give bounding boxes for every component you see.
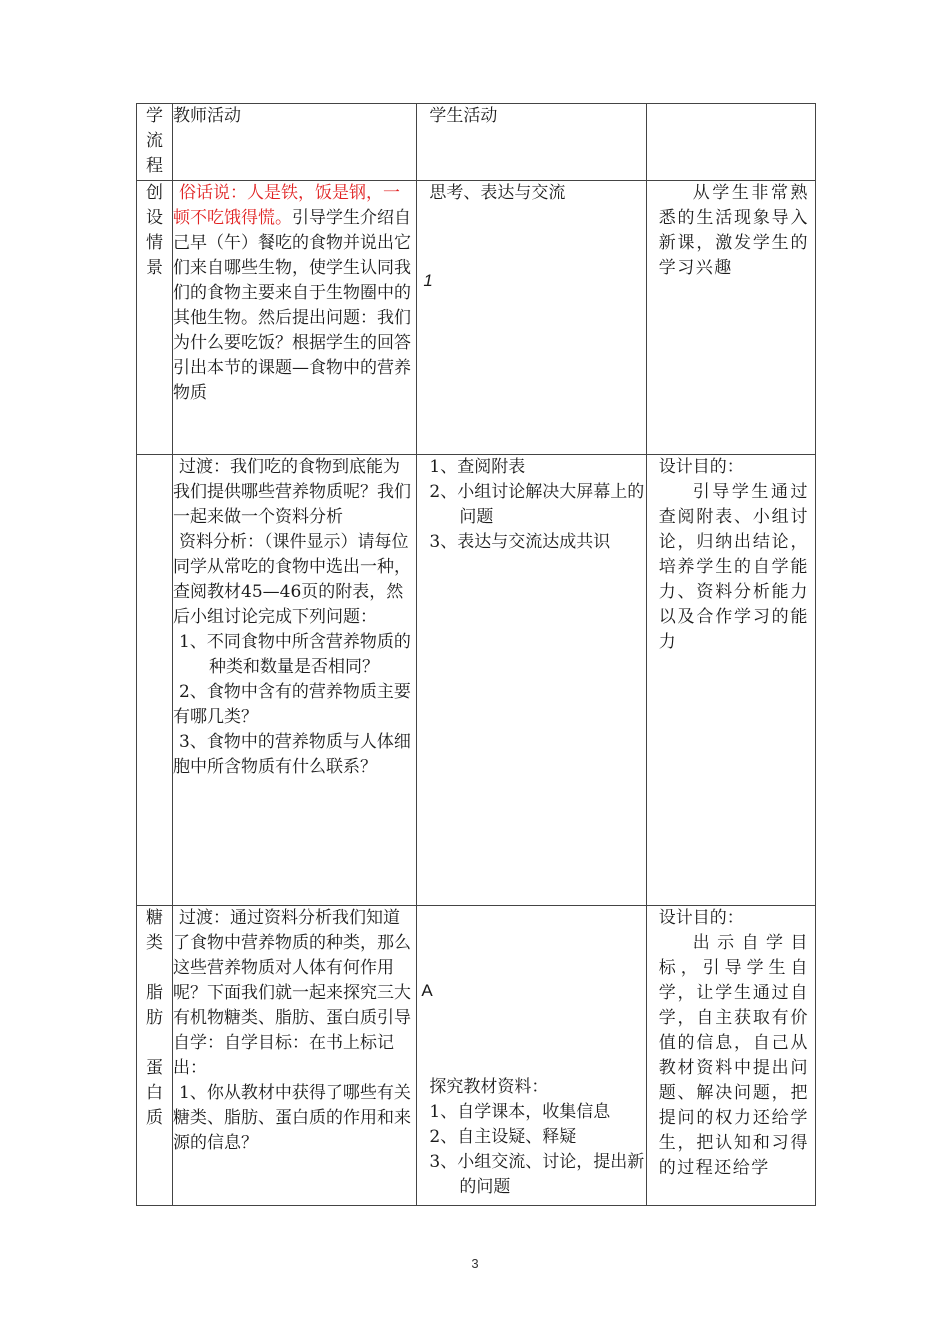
teacher-cell-intro: [173, 181, 417, 455]
stage-label-fat: 脂肪: [146, 983, 164, 1028]
student-step-2: 2、小组讨论解决大屏幕上的问题: [429, 482, 645, 527]
header-design-cell: [646, 104, 815, 181]
teacher-nutrients-question-1: 1、你从教材中获得了哪些有关糖类、脂肪、蛋白质的作用和来源的信息？: [173, 1083, 412, 1153]
teacher-nutrients-transition: 过渡：通过资料分析我们知道了食物中营养物质的种类，那么这些营养物质对人体有何作用呢？下面我们就一起来探究三大有机物糖类、脂肪、蛋白质引导自学：自学目标：在书上标记出：: [173, 908, 412, 1078]
student-nutrients-title: 探究教材资料：: [429, 1077, 549, 1097]
student-nutrients-step-3: 3、小组交流、讨论，提出新的问题: [429, 1152, 645, 1197]
design-intro-text: 从学生非常熟悉的生活现象导入新课，激发学生的学习兴趣: [658, 183, 809, 278]
teacher-question-1: 1、不同食物中所含营养物质的种类和数量是否相同？: [179, 632, 411, 677]
student-cell-intro: [417, 181, 646, 455]
student-cell-nutrients: [417, 906, 646, 1206]
design-nutrients-title: 设计目的：: [658, 908, 744, 928]
teacher-cell-analysis: [173, 455, 417, 906]
header-teacher-label: 教师活动: [173, 106, 242, 126]
table-header-row: [137, 104, 816, 181]
stage-cell-nutrients: [137, 906, 173, 1206]
header-stage-cell: [137, 104, 173, 181]
teacher-cell-nutrients: [173, 906, 417, 1206]
design-cell-nutrients: [646, 906, 815, 1206]
header-student-cell: [417, 104, 646, 181]
proverb-text: 俗话说：人是铁，饭是钢，一顿不吃饿得慌。: [173, 183, 401, 228]
teacher-analysis-transition: 过渡：我们吃的食物到底能为我们提供哪些营养物质呢？我们一起来做一个资料分析: [173, 457, 412, 527]
student-intro-mark: 1: [423, 271, 433, 290]
teacher-question-3: 3、食物中的营养物质与人体细胞中所含物质有什么联系？: [173, 732, 411, 777]
table-row-intro: [137, 181, 816, 455]
design-cell-intro: [646, 181, 815, 455]
design-nutrients-text: 出示自学目标，引导学生自学，让学生通过自学，自主获取有价值的信息，自己从教材资料中提出问题、解决问题，把提问的权力还给学生，把认知和习得的过程还给学: [658, 933, 809, 1178]
page-number: 3: [471, 1256, 479, 1271]
stage-label-carbohydrate: 糖类: [146, 908, 164, 953]
student-step-1: 1、查阅附表: [429, 457, 526, 477]
teacher-question-2: 2、食物中含有的营养物质主要有哪几类？: [173, 682, 411, 727]
table-row-analysis: [137, 455, 816, 906]
table-row-nutrients: [137, 906, 816, 1206]
student-nutrients-step-1: 1、自学课本，收集信息: [429, 1102, 611, 1122]
design-analysis-title: 设计目的：: [658, 457, 744, 477]
header-student-label: 学生活动: [429, 106, 498, 126]
student-cell-analysis: [417, 455, 646, 906]
teacher-intro-text: 引导学生介绍自己早（午）餐吃的食物并说出它们来自哪些生物，使学生认同我们的食物主要来自于生物圈中的其他生物。然后提出问题：我们为什么要吃饭？根据学生的回答引出本节的课题—食物中的营养物质: [173, 208, 412, 403]
student-nutrients-step-2: 2、自主设疑、释疑: [429, 1127, 577, 1147]
stage-cell-analysis: [137, 455, 173, 906]
header-teacher-cell: [173, 104, 417, 181]
stage-label-intro: 创设情景: [146, 183, 164, 278]
lesson-plan-table: [136, 103, 816, 1206]
stage-label-protein: 蛋白质: [146, 1058, 164, 1128]
design-analysis-text: 引导学生通过查阅附表、小组讨论，归纳出结论，培养学生的自学能力、资料分析能力以及合作学习的能力: [658, 482, 809, 652]
student-nutrients-mark: A: [421, 981, 433, 1000]
teacher-analysis-material: 资料分析：（课件显示）请每位同学从常吃的食物中选出一种，查阅教材45—46页的附表，然后小组讨论完成下列问题：: [173, 532, 412, 627]
header-stage-label: 学流程: [146, 106, 164, 176]
student-intro-text: 思考、表达与交流: [429, 183, 566, 203]
stage-cell-intro: [137, 181, 173, 455]
design-cell-analysis: [646, 455, 815, 906]
student-step-3: 3、表达与交流达成共识: [429, 532, 611, 552]
